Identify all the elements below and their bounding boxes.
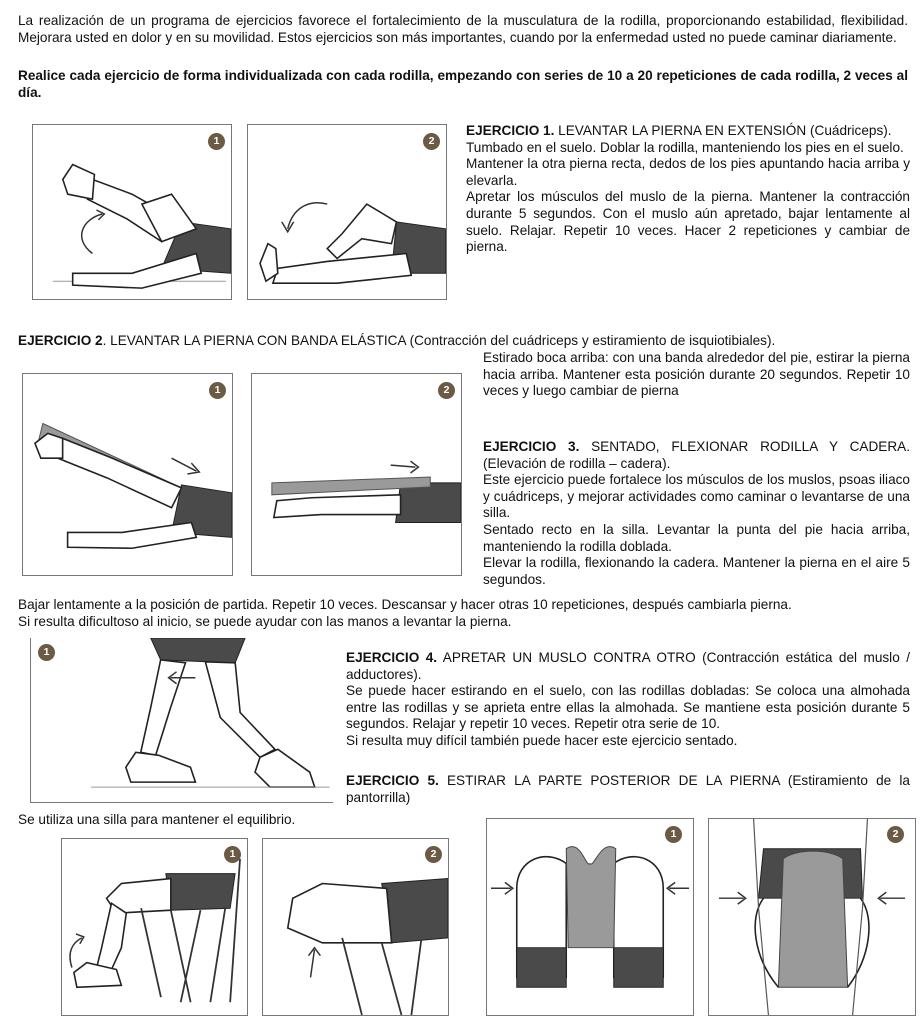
exercise-1-step: Apretar los músculos del muslo de la pierna. Mantener la contracción durante 5 segundos. Con el muslo aún apretado, bajar lentamente al suelo. Relajar. Repetir 10 veces. Hacer 2 repeticiones y cambiar de pierna.: [466, 189, 910, 255]
band-leg-raise-illustration-1: [23, 374, 232, 575]
pillow-squeeze-image-1: [486, 818, 694, 1016]
exercise-4-label: EJERCICIO 4.: [346, 650, 438, 665]
step-2-badge: 2: [438, 382, 455, 399]
step-1-badge: 1: [38, 644, 55, 661]
pillow-squeeze-illustration-1: [487, 819, 693, 1015]
exercise-4-heading: [346, 650, 910, 683]
pillow-squeeze-illustration-2: [709, 819, 915, 1015]
exercise-1-image-2: [247, 124, 447, 300]
step-2-badge: 2: [887, 826, 904, 843]
step-1-badge: 1: [224, 846, 241, 863]
exercise-4-image: [30, 638, 333, 803]
band-leg-raise-illustration-2: [252, 374, 461, 575]
exercise-1-label: EJERCICIO 1.: [466, 123, 555, 138]
exercise-4-alternative: Si resulta muy difícil también puede hacer este ejercicio sentado.: [346, 732, 738, 748]
pillow-squeeze-image-2: [708, 818, 916, 1016]
leg-raise-illustration-2: [248, 125, 446, 299]
step-1-badge: 1: [209, 382, 226, 399]
chair-knee-raise-illustration-2: [263, 839, 448, 1015]
exercise-1-heading: [466, 123, 910, 140]
exercise-2-label: EJERCICIO 2: [18, 333, 103, 348]
exercise-4-title: APRETAR UN MUSLO CONTRA OTRO (Contracción estática del muslo / adductores).: [346, 650, 910, 682]
exercise-3-hint: Si resulta dificultoso al inicio, se puede ayudar con las manos a levantar la pierna.: [18, 614, 512, 629]
exercise-2-description: Estirado boca arriba: con una banda alrededor del pie, estirar la pierna hacia arriba. Mantener esta posición durante 20 segundos. Repetir 10 veces y luego cambiar de pierna: [483, 350, 910, 399]
exercise-3-step: Sentado recto en la silla. Levantar la punta del pie hacia arriba, manteniendo la rodilla doblada.: [483, 521, 910, 554]
exercise-1-image-1: [32, 124, 232, 300]
exercise-2-image-1: [22, 373, 233, 576]
exercise-2-image-2: [251, 373, 462, 576]
chair-exercise-image-1: [61, 838, 248, 1016]
exercise-2-title: . LEVANTAR LA PIERNA CON BANDA ELÁSTICA (Contracción del cuádriceps y estiramiento de isquiotibiales).: [102, 333, 776, 348]
exercise-2-heading: [18, 333, 918, 350]
exercise-1-step: Mantener la otra pierna recta, dedos de los pies apuntando hacia arriba y elevarla.: [466, 156, 910, 188]
exercise-1-text: [466, 123, 910, 256]
chair-note: Se utiliza una silla para mantener el equilibrio.: [18, 812, 296, 827]
exercise-4-description: Se puede hacer estirando en el suelo, con las rodillas dobladas: Se coloca una almohada entre las rodillas y se aprieta entre ellas la almohada. Se mantiene esta posición durante 5 segundos. Relajar y repetir 10 veces. Repetir otra serie de 10.: [346, 683, 910, 732]
step-1-badge: 1: [208, 133, 225, 150]
exercise-1-step: Tumbado en el suelo. Doblar la rodilla, manteniendo los pies en el suelo.: [466, 139, 904, 155]
exercise-5-label: EJERCICIO 5.: [346, 773, 439, 788]
exercise-3-step: Elevar la rodilla, flexionando la cadera. Mantener la pierna en el aire 5 segundos.: [483, 555, 910, 587]
exercise-4-text: [346, 650, 910, 750]
chair-exercise-image-2: [262, 838, 449, 1016]
intro-instructions: Realice cada ejercicio de forma individualizada con cada rodilla, empezando con series de 10 a 20 repeticiones de cada rodilla, 2 veces al día.: [18, 68, 908, 100]
exercise-5-heading: [346, 773, 910, 806]
exercise-3-title: SENTADO, FLEXIONAR RODILLA Y CADERA. (Elevación de rodilla – cadera).: [483, 439, 911, 471]
exercise-3-text: [483, 439, 910, 588]
exercise-1-title: LEVANTAR LA PIERNA EN EXTENSIÓN (Cuádriceps).: [558, 123, 892, 138]
exercise-3-heading: [483, 439, 910, 472]
exercise-3-label: EJERCICIO 3.: [483, 439, 580, 454]
leg-raise-illustration-1: [33, 125, 231, 299]
chair-knee-raise-illustration-1: [62, 839, 247, 1015]
step-2-badge: 2: [423, 133, 440, 150]
exercise-3-step: Este ejercicio puede fortalece los músculos de los muslos, psoas iliaco y cuádriceps, y mejorar actividades como caminar o levantarse de una silla.: [483, 472, 910, 521]
intro-paragraph: La realización de un programa de ejercicios favorece el fortalecimiento de la musculatura de la rodilla, proporcionando estabilidad, flexibilidad. Mejorara usted en dolor y en su movilidad. Estos ejercicios son más importantes, cuando por la enfermedad usted no puede caminar diariamente.: [18, 13, 908, 45]
exercise-3-continuation: Bajar lentamente a la posición de partida. Repetir 10 veces. Descansar y hacer otras 10 repeticiones, después cambiarla pierna.: [18, 597, 792, 612]
thigh-squeeze-illustration: [31, 638, 333, 802]
step-2-badge: 2: [425, 846, 442, 863]
step-1-badge: 1: [665, 826, 682, 843]
exercise-5-title: ESTIRAR LA PARTE POSTERIOR DE LA PIERNA (Estiramiento de la pantorrilla): [346, 773, 910, 805]
